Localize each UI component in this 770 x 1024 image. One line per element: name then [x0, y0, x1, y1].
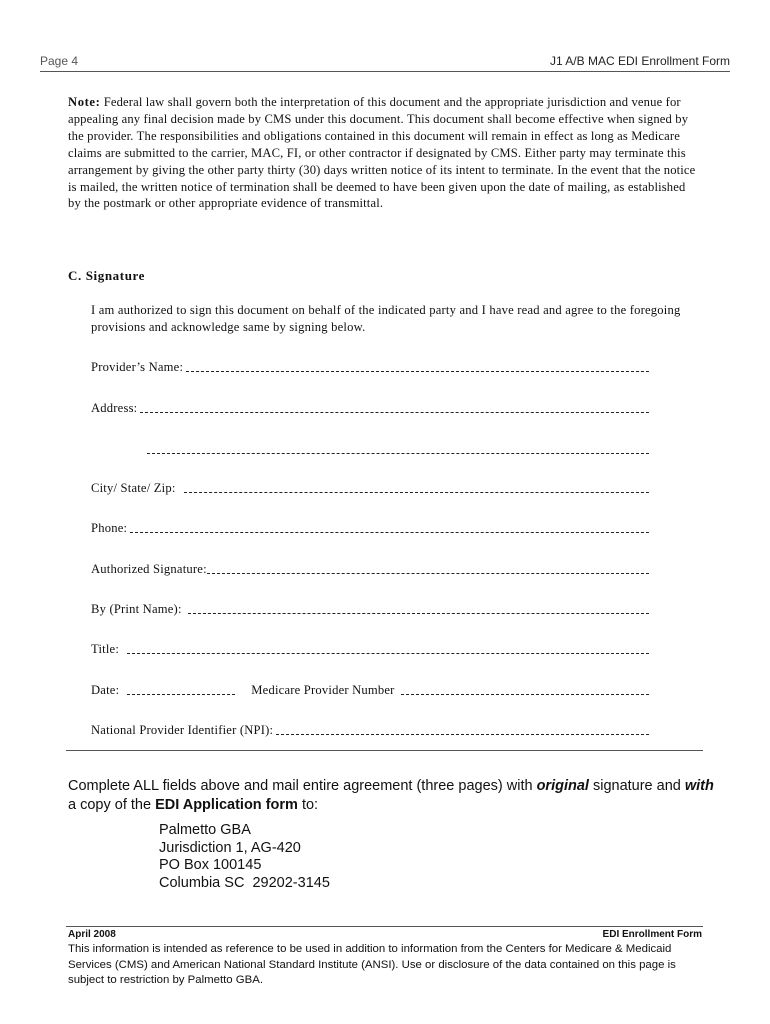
- phone-line[interactable]: [130, 532, 649, 533]
- provider-name-line[interactable]: [186, 371, 649, 372]
- address-label: Address:: [91, 401, 138, 415]
- authorized-signature-label: Authorized Signature:: [91, 562, 207, 576]
- page-number: Page 4: [40, 54, 79, 68]
- date-label: Date:: [91, 683, 120, 697]
- city-state-zip-field[interactable]: [91, 478, 649, 496]
- npi-line[interactable]: [276, 734, 649, 735]
- footer-form-name: EDI Enrollment Form: [602, 929, 702, 940]
- phone-label: Phone:: [91, 521, 128, 535]
- print-name-field[interactable]: [91, 599, 649, 617]
- mailing-instructions: [68, 777, 718, 815]
- authorized-signature-field[interactable]: [91, 559, 649, 577]
- medicare-provider-number-label: Medicare Provider Number: [251, 683, 395, 697]
- date-provider-number-field[interactable]: [91, 680, 649, 698]
- title-line[interactable]: [127, 653, 649, 654]
- npi-label: National Provider Identifier (NPI):: [91, 723, 274, 737]
- title-field[interactable]: [91, 639, 649, 657]
- npi-field[interactable]: [91, 720, 649, 738]
- authorized-signature-line[interactable]: [207, 573, 649, 574]
- mailing-address: [159, 822, 330, 892]
- instructions-original: original: [536, 778, 589, 794]
- print-name-line[interactable]: [188, 613, 649, 614]
- medicare-provider-number-line[interactable]: [401, 694, 649, 695]
- address-line: Palmetto GBA: [159, 822, 251, 838]
- section-heading: C. Signature: [68, 268, 146, 283]
- instructions-text-3: a copy of the: [68, 797, 156, 813]
- section-divider: [66, 750, 703, 751]
- note-text: Federal law shall govern both the interpretation of this document and the appropriate jurisdiction and venue for appealing any final decision made by CMS under this document. This document shall become effective when signed by the provider. The responsibilities and obligations contained in this document will remain in effect as long as Medicare claims are submitted to the carrier, MAC, FI, or other contractor if designated by CMS. Either party may terminate this arrangement by giving the other party thirty (30) days written notice of its intent to terminate. In the event that the notice is mailed, the written notice of termination shall be deemed to have been given upon the date of mailing, as established by the postmark or other appropriate evidence of transmittal.: [68, 95, 696, 211]
- instructions-with: with: [684, 778, 714, 794]
- footer-divider: [66, 926, 703, 927]
- address-line-2-field[interactable]: [147, 439, 649, 457]
- page-header: [40, 53, 730, 72]
- provider-name-label: Provider’s Name:: [91, 360, 184, 374]
- print-name-label: By (Print Name):: [91, 602, 182, 616]
- form-title: J1 A/B MAC EDI Enrollment Form: [549, 54, 730, 68]
- city-state-zip-label: City/ State/ Zip:: [91, 481, 176, 495]
- note-label: Note:: [68, 95, 101, 109]
- address-line: PO Box 100145: [159, 857, 262, 873]
- date-line[interactable]: [127, 694, 235, 695]
- instructions-text-1: Complete ALL fields above and mail entire agreement (three pages) with: [68, 778, 537, 794]
- note-paragraph: [68, 94, 700, 212]
- address-line-1[interactable]: [140, 412, 649, 413]
- footer-disclaimer: This information is intended as reference to be used in addition to information from the Centers for Medicare & Medicaid Services (CMS) and American National Standard Institute (ANSI). Use or disclosure of the data contained on this page is subject to restriction by Palmetto GBA.: [68, 943, 676, 987]
- instructions-text-4: to:: [297, 797, 319, 813]
- address-field[interactable]: [91, 398, 649, 416]
- footer-date: April 2008: [68, 929, 116, 940]
- instructions-edi-form: EDI Application form: [155, 797, 298, 813]
- city-state-zip-line[interactable]: [184, 492, 649, 493]
- title-label: Title:: [91, 642, 120, 656]
- provider-name-field[interactable]: [91, 357, 649, 375]
- address-line-2[interactable]: [147, 453, 649, 454]
- instructions-text-2: signature and: [588, 778, 685, 794]
- address-line: Columbia SC 29202-3145: [159, 874, 330, 891]
- signature-intro: I am authorized to sign this document on behalf of the indicated party and I have read and agree to the foregoing provisions and acknowledge same by signing below.: [91, 303, 681, 334]
- address-line: Jurisdiction 1, AG-420: [159, 839, 301, 856]
- phone-field[interactable]: [91, 518, 649, 536]
